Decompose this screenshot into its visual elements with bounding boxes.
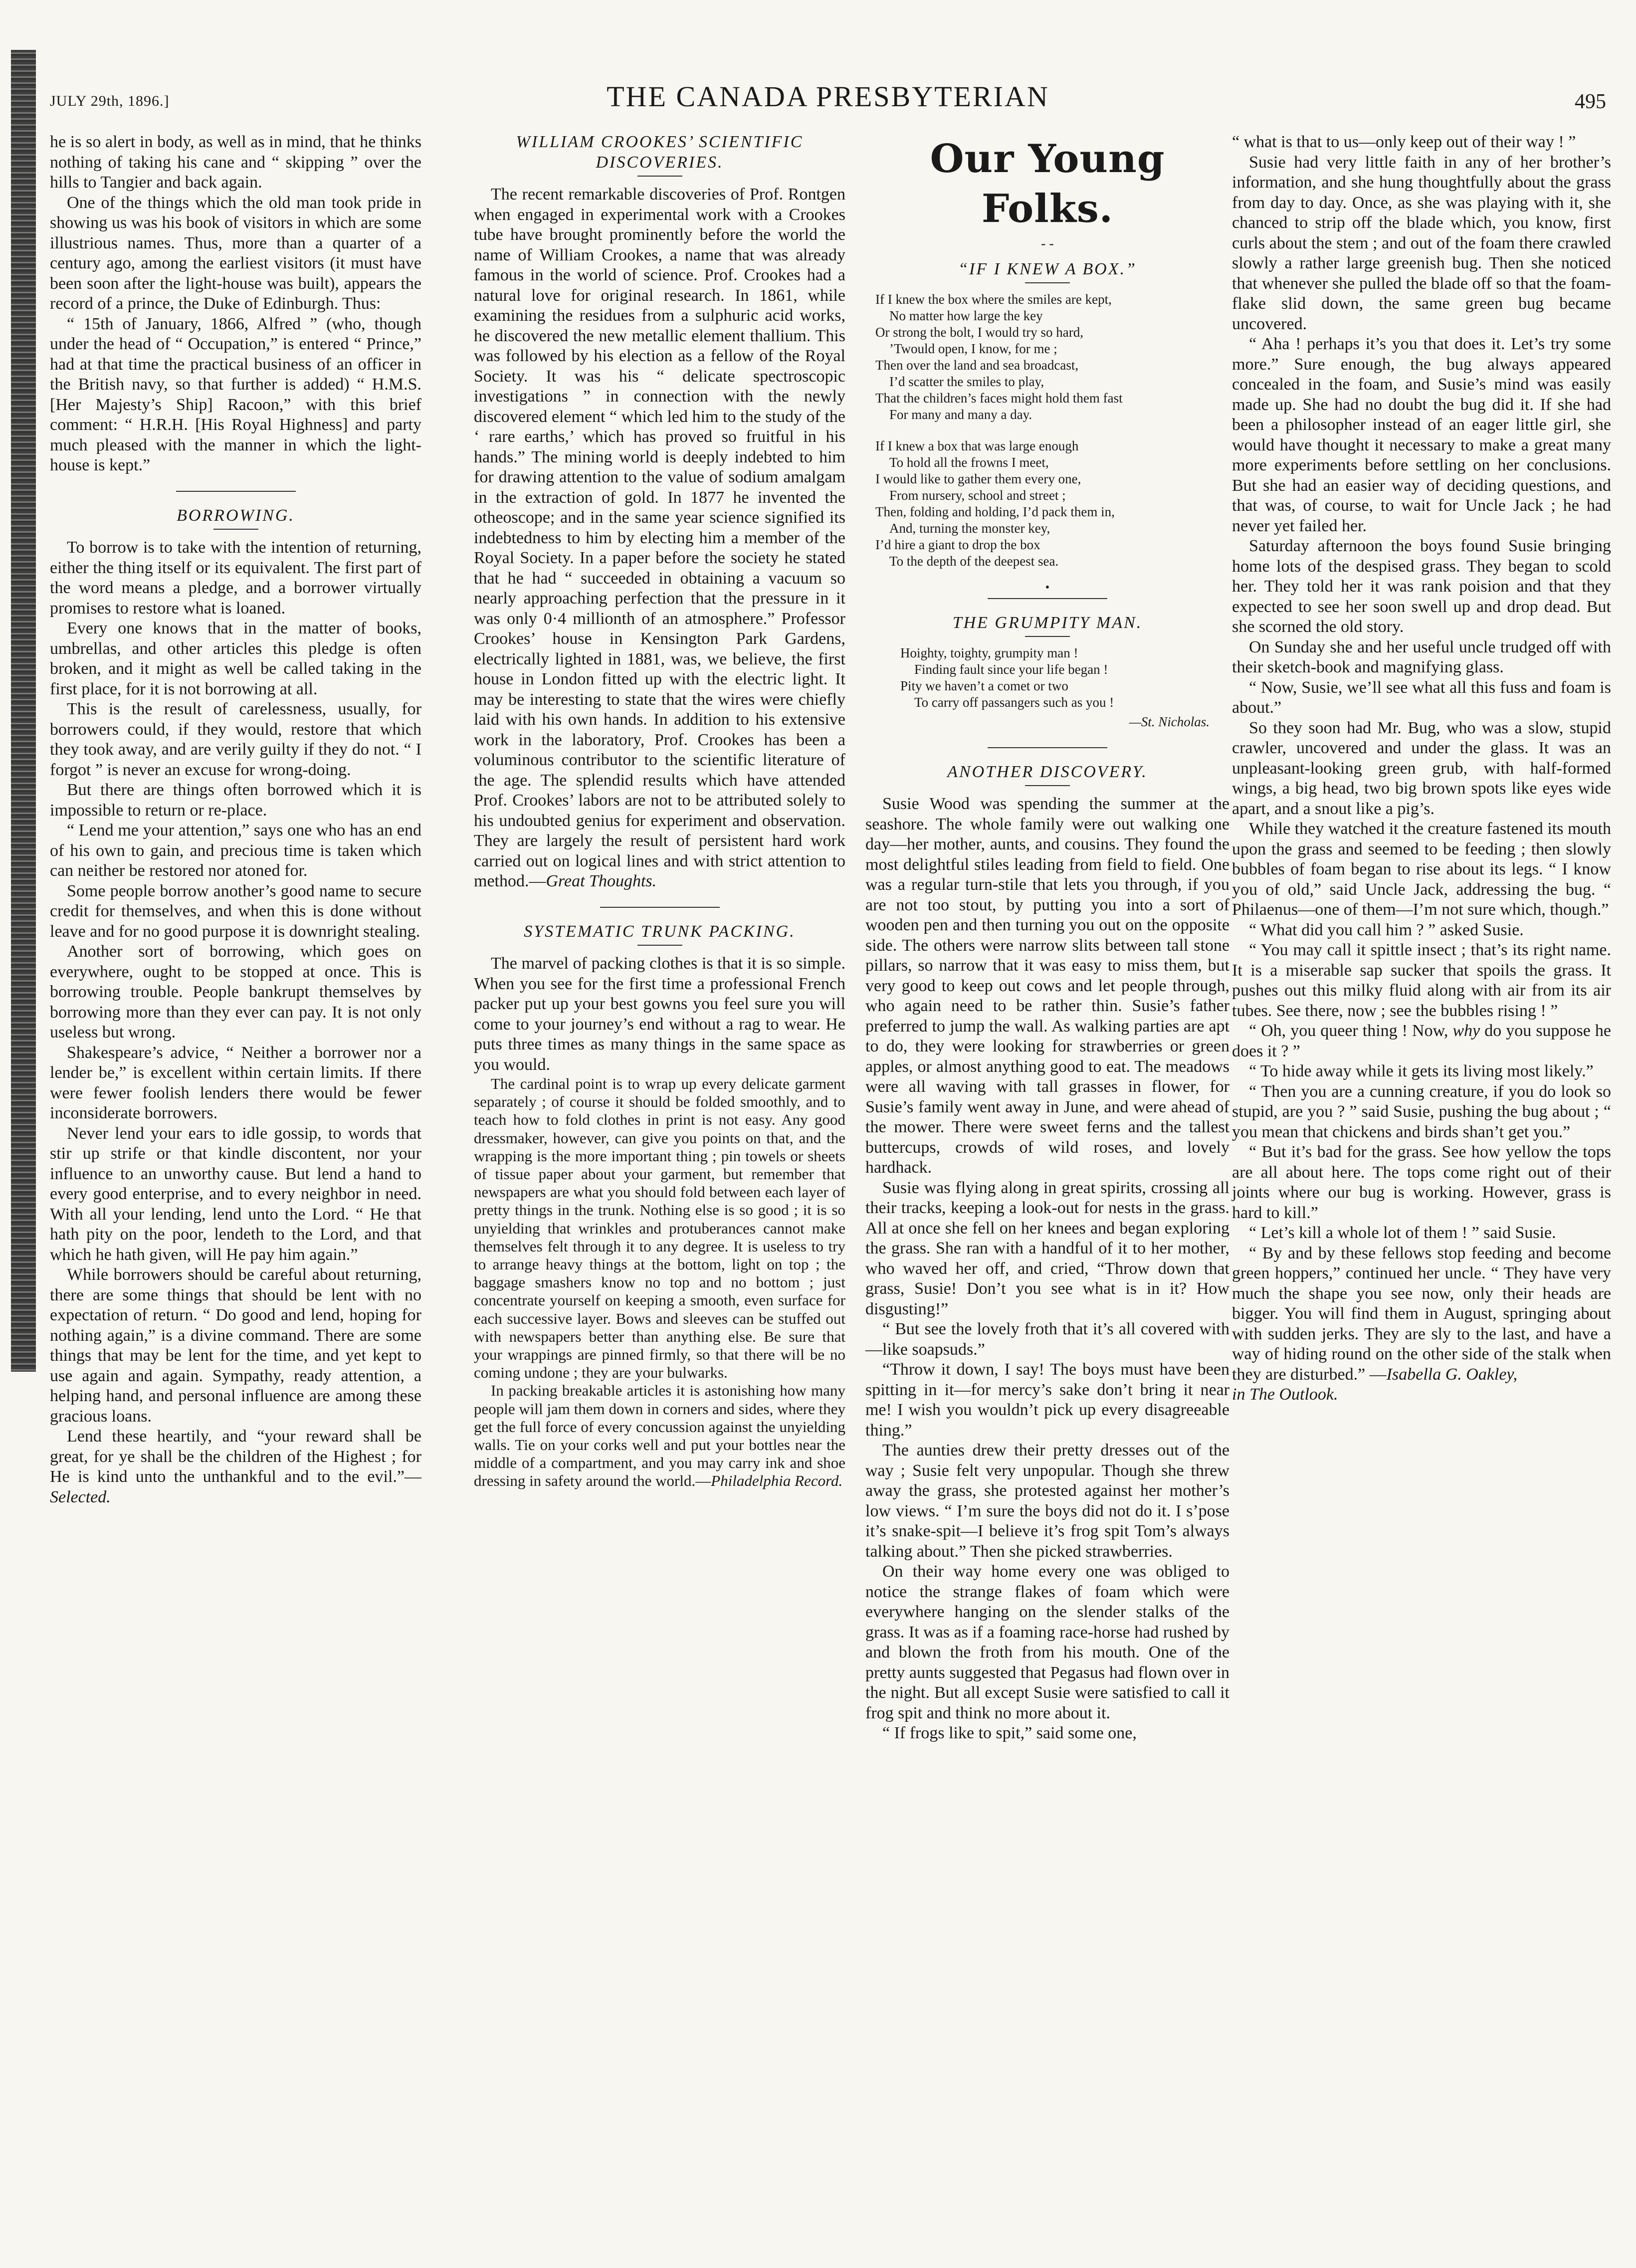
paragraph: But there are things often borrowed which it is impossible to return or re-place. [50, 781, 421, 820]
article-title-discovery: ANOTHER DISCOVERY. [947, 762, 1148, 781]
column-1 [50, 132, 421, 1507]
paragraph: “ Let’s kill a whole lot of them ! ” said Susie. [1249, 1224, 1556, 1242]
poem-line: ’Twould open, I know, for me ; [889, 341, 1057, 356]
paragraph-text: In packing breakable articles it is astonishing how many people will jam them down in corners and sides, where they get the full force of every concussion against the unyielding walls. Tie on your corks well and put your bottles near the middle of a compartment, and you may carry ink and shoe dressing in safety around the world.— [474, 1382, 845, 1490]
column-3 [865, 132, 1229, 1744]
poem-line: Then over the land and sea broadcast, [875, 358, 1079, 373]
title-rule [1025, 785, 1070, 786]
poem-line: Finding fault since your life began ! [914, 662, 1108, 677]
paragraph: Some people borrow another’s good name to secure credit for themselves, and when this is done without leave and for no good purpose it is downright stealing. [50, 881, 421, 941]
paragraph: To borrow is to take with the intention of returning, either the thing itself or its equivalent. The first part of the word means a pledge, and a borrower virtually promises to restore what is loaned. [50, 538, 421, 618]
issue-date: JULY 29th, 1896.] [50, 93, 170, 109]
poem-stanza [875, 438, 1229, 570]
paragraph [1232, 1243, 1611, 1405]
source-credit: Selected. [50, 1487, 111, 1506]
article-title-crookes-1: WILLIAM CROOKES’ SCIENTIFIC [516, 133, 804, 151]
paragraph: Saturday afternoon the boys found Susie bringing home lots of the despised grass. They began to scold her. They told her it was rank poision and that they expected to see her soon swell up and drop dead. But she scorned the old story. [1232, 537, 1611, 636]
poem-line: That the children’s faces might hold them fast [875, 391, 1123, 406]
paragraph: Susie Wood was spending the summer at the seashore. The whole family were out walking one day—her mother, aunts, and cousins. They found the most delightful stiles leading from field to field. One was a regular turn-stile that lets you through, if you are not too stout, by putting you into a sort of wooden pen and then turning you out on the opposite side. The others were narrow slits between tall stone pillars, so narrow that it was easy to miss them, but very good to keep out cows and let people through, who again need to be rather thin. Susie’s father preferred to jump the wall. As walking parties are apt to do, they were looking for strawberries or green apples, or almost anything good to eat. The meadows were all waving with tall grasses in flower, for Susie’s family went away in June, and were ahead of the mower. There were sweet ferns and the tallest buttercups, crowds of wild roses, and lovely hardhack. [865, 795, 1229, 1177]
section-divider [988, 598, 1107, 599]
paragraph: Never lend your ears to idle gossip, to words that stir up strife or that kindle discontent, nor your influence to an unworthy cause. But lend a hand to every good enterprise, and to every neighbor in need. With all your lending, lend unto the Lord. “ He that hath pity on the poor, lendeth to the Lord, and that which he hath given, will He pay him again.” [50, 1124, 421, 1264]
paragraph-text: Lend these heartily, and “your reward shall be great, for ye shall be the children of the Highest ; for He is kind unto the unthankful and to the evil.”— [50, 1427, 421, 1486]
author-credit: Isabella G. Oakley, [1386, 1365, 1518, 1384]
page-number: 495 [1575, 90, 1606, 113]
paragraph: “ 15th of January, 1866, Alfred ” (who, though under the head of “ Occupation,” is entered “ Prince,” had at that time the practical business of an officer in the British navy, so that further is added) “ H.M.S. [Her Majesty’s Ship] Racoon,” with this brief comment: “ H.R.H. [His Royal Highness] and party much pleased with the manner in which the light-house is kept.” [50, 314, 421, 474]
poem-line: If I knew the box where the smiles are kept, [875, 292, 1112, 307]
paragraph: “ To hide away while it gets its living most likely.” [1249, 1062, 1594, 1080]
poem-line: To carry off passangers such as you ! [914, 695, 1114, 710]
poem-stanza [875, 291, 1229, 423]
poem-line: Pity we haven’t a comet or two [900, 678, 1068, 693]
paragraph: “ But see the lovely froth that it’s all covered with—like soapsuds.” [865, 1320, 1229, 1359]
paragraph-text: “ Oh, you queer thing ! Now, [1249, 1022, 1453, 1040]
separator-dot: • [1045, 581, 1050, 594]
paragraph: One of the things which the old man took pride in showing us was his book of visitors in which are some illustrious names. Thus, more than a quarter of a century ago, among the earliest visitors (it must have been soon after the light-house was built), appears the record of a prince, the Duke of Edinburgh. Thus: [50, 193, 421, 313]
poem-stanza [900, 645, 1229, 711]
source-credit: Philadelphia Record. [711, 1472, 843, 1490]
publication-credit: in The Outlook. [1232, 1385, 1338, 1404]
page-header [50, 80, 1606, 115]
poem-title-box: “IF I KNEW A BOX.” [958, 259, 1137, 278]
poem-line: No matter how large the key [889, 308, 1043, 323]
paragraph: “ Now, Susie, we’ll see what all this fuss and foam is about.” [1232, 678, 1611, 717]
article-title-trunk: SYSTEMATIC TRUNK PACKING. [524, 922, 796, 941]
paragraph: The cardinal point is to wrap up every delicate garment separately ; of course it should be folded smoothly, and to teach how to fold clothes in print is not easy. Any good dressmaker, however, can give you points on that, and the wrapping is the more important thing ; pin towels or sheets of tissue paper about your garment, but remember that newspapers are what you should fold between each layer of pretty things in the trunk. Nothing else is so good ; it is so unyielding that wrinkles and protuberances cannot make themselves felt through it to any degree. It is useless to try to arrange heavy things at the bottom, light on top ; the baggage smashers know no top and no bottom ; just concentrate yourself on keeping a smooth, even surface for each successive layer. Bows and sleeves can be stuffed out with newspapers better than anything else. Be sure that your wrappings are pinned firmly, so that there will be no coming undone ; they are your bulwarks. [474, 1075, 845, 1382]
section-divider [600, 907, 720, 908]
poem-line: From nursery, school and street ; [889, 488, 1066, 503]
poem-line: To hold all the frowns I meet, [889, 455, 1049, 470]
section-divider [988, 747, 1107, 748]
paragraph: “ What did you call him ? ” asked Susie. [1249, 920, 1524, 939]
paragraph: While borrowers should be careful about returning, there are some things that should be lent with no expectation of return. “ Do good and lend, hoping for nothing again,” is a divine command. There are some things that may be lent for the time, and yet kept to use again and again. Sympathy, ready attention, a helping hand, and personal influence are among these gracious loans. [50, 1265, 421, 1426]
paragraph: “ Lend me your attention,” says one who has an end of his own to gain, and precious time is taken which can neither be restored nor atoned for. [50, 821, 421, 880]
paragraph: “ Then you are a cunning creature, if you do look so stupid, are you ? ” said Susie, pushing the bug about ; “ you mean that chickens and birds shan’t get you.” [1232, 1082, 1611, 1141]
paragraph: On Sunday she and her useful uncle trudged off with their sketch-book and magnifying glass. [1232, 637, 1611, 676]
title-rule [637, 945, 682, 946]
paragraph [50, 1427, 421, 1507]
masthead-ornament: - - [1041, 236, 1054, 251]
poem-line: Or strong the bolt, I would try so hard, [875, 325, 1083, 340]
paragraph: “ what is that to us—only keep out of their way ! ” [1232, 133, 1576, 151]
title-rule [637, 176, 682, 177]
paragraph: “ But it’s bad for the grass. See how yellow the tops are all about here. The tops come right out of their joints where our bug is working. However, grass is hard to kill.” [1232, 1143, 1611, 1222]
poem-line: I’d hire a giant to drop the box [875, 537, 1040, 552]
paragraph [474, 1382, 845, 1490]
paragraph: This is the result of carelessness, usually, for borrowers could, if they would, restore that which they took away, and are verily guilty if they do not. “ I forgot ” is never an excuse for wrong-doing. [50, 700, 421, 779]
poem-line: Then, folding and holding, I’d pack them in, [875, 504, 1115, 519]
poem-line: To the depth of the deepest sea. [889, 554, 1059, 569]
paragraph: While they watched it the creature fastened its mouth upon the grass and seemed to be feeding ; then slowly bubbles of foam began to rise about its legs. “ I know you of old,” said Uncle Jack, addressing the bug. “ Philaenus—one of them—I’m not sure which, though.” [1232, 820, 1611, 919]
article-title-borrowing: BORROWING. [177, 506, 295, 525]
binding-edge [11, 50, 36, 1372]
poem-line: Hoighty, toighty, grumpity man ! [900, 645, 1078, 660]
paragraph-text: “ By and by these fellows stop feeding and become green hoppers,” continued her uncle. “ They have very much the shape you see now, only their heads are bigger. You will find them in August, springing about with sudden jerks. They are sly to the last, and have a way of hiding round on the other side of the stalk when they are disturbed.” — [1232, 1243, 1611, 1384]
title-rule [1025, 636, 1070, 637]
paragraph: The marvel of packing clothes is that it is so simple. When you see for the first time a professional French packer put up your best gowns you feel sure you will come to your journey’s end without a rag to wear. He puts three times as many things in the same space as you would. [474, 954, 845, 1074]
emphasis: why [1452, 1022, 1480, 1040]
column-2 [474, 132, 845, 1490]
paragraph-text: The recent remarkable discoveries of Prof. Rontgen when engaged in experimental work with a Crookes tube have brought prominently before the world the name of William Crookes, a name that was already famous in the world of science. Prof. Crookes had a natural love for original research. In 1861, while examining the residues from a sulphuric acid works, he discovered the new metallic element thallium. This was followed by his election as a fellow of the Royal Society. It was his “ delicate spectroscopic investigations ” in connection with the newly discovered element “ which led him to the study of the ‘ rare earths,’ which has proved so fruitful in his hands.” The mining world is deeply indebted to him for drawing attention to the value of sodium amalgam in the extraction of gold. In 1877 he invented the otheoscope; and in the same year science signified its indebtedness to him by electing him a member of the Royal Society. In a paper before the society he stated that he had “ succeeded in obtaining a vacuum so nearly approaching perfection that the pressure in it was only 0·4 millionth of an atmosphere.” Professor Crookes’ house in Kensington Park Gardens, electrically lighted in 1881, was, we believe, the first house in London fitted up with the electric light. It may be interesting to state that the wires were chiefly laid with his own hands. In addition to his extensive work in the laboratory, Prof. Crookes has been a voluminous contributor to the scientific literature of the age. The splendid results which have attended Prof. Crookes’ labors are not to be attributed solely to his undoubted genius for experiment and observation. They are largely the result of persistent hard work carried out on logical lines and with strict attention to method.— [474, 185, 845, 890]
section-masthead: Our Young Folks. [930, 136, 1165, 231]
poem-line: I would like to gather them every one, [875, 471, 1081, 486]
paragraph: Another sort of borrowing, which goes on everywhere, ought to be stopped at once. This is borrowing trouble. People bankrupt themselves by borrowing more than they ever can pay. It is not only useless but wrong. [50, 942, 421, 1041]
poem-title-grumpity: THE GRUMPITY MAN. [952, 613, 1143, 632]
column-4 [1232, 132, 1611, 1405]
paragraph: “Throw it down, I say! The boys must have been spitting in it—for mercy’s sake don’t bring it near me! I wish you wouldn’t pick up every disagreeable thing.” [865, 1360, 1229, 1440]
paragraph: Every one knows that in the matter of books, umbrellas, and other articles this pledge is often broken, and it might as well be called taking in the first place, for it is not borrowing at all. [50, 619, 421, 698]
poem-line: And, turning the monster key, [889, 521, 1050, 536]
section-divider [176, 491, 296, 492]
article-title-crookes-2: DISCOVERIES. [596, 153, 724, 172]
poem-line: If I knew a box that was large enough [875, 438, 1079, 453]
poem-attribution: —St. Nicholas. [1129, 714, 1210, 729]
paragraph: Susie had very little faith in any of her brother’s information, and she hung thoughtfully about the grass from day to day. Once, as she was playing with it, she chanced to strip off the blade which, you know, first curls about the stem ; and out of the foam there crawled slowly a rather large greenish bug. Then she noticed that whenever she pulled the blade off so that the foam-flake slid down, the same green bug became uncovered. [1232, 153, 1611, 333]
paragraph: The aunties drew their pretty dresses out of the way ; Susie felt very unpopular. Though she threw away the grass, she protested against her mother’s low views. “ I’m sure the boys did not do it. I s’pose it’s snake-spit—I believe it’s frog spit Tom’s always talking about.” Then she picked strawberries. [865, 1441, 1229, 1561]
paragraph: “ If frogs like to spit,” said some one, [882, 1724, 1137, 1742]
title-rule [1025, 282, 1070, 283]
paragraph: he is so alert in body, as well as in mind, that he thinks nothing of taking his cane and “ skipping ” over the hills to Tangier and back again. [50, 133, 421, 192]
paragraph: “ Aha ! perhaps it’s you that does it. Let’s try some more.” Sure enough, the bug always appeared concealed in the foam, and Susie’s mind was easily made up. She had no doubt the bug did it. If she had been a philosopher instead of an eager little girl, she would have thought it necessary to make a great many more experiments before settling on her conclusions. But she had an easier way of deciding questions, and that was, of course, to wait for Uncle Jack ; he had never yet failed her. [1232, 335, 1611, 535]
paragraph: “ You may call it spittle insect ; that’s its right name. It is a miserable sap sucker that spoils the grass. It pushes out this milky fluid along with air from its air tubes. See there, now ; see the bubbles rising ! ” [1232, 941, 1611, 1020]
paragraph [1232, 1021, 1611, 1061]
source-credit: Great Thoughts. [546, 872, 657, 890]
paragraph: Shakespeare’s advice, “ Neither a borrower nor a lender be,” is excellent within certain limits. If there were fewer foolish lenders there would be fewer inconsiderate borrowers. [50, 1043, 421, 1122]
paragraph: On their way home every one was obliged to notice the strange flakes of foam which were everywhere hanging on the slender stalks of the grass. It was as if a foaming race-horse had rushed by and blown the froth from his mouth. One of the pretty aunts suggested that Pegasus had flown over in the night. But all except Susie were satisfied to call it frog spit and think no more about it. [865, 1562, 1229, 1722]
poem-line: For many and many a day. [889, 407, 1032, 422]
paragraph [474, 185, 845, 892]
paragraph: Susie was flying along in great spirits, crossing all their tracks, keeping a look-out for nests in the grass. All at once she fell on her knees and began exploring the grass. She ran with a handful of it to her mother, who waved her off, and cried, “Throw down that grass, Susie! Don’t you see what is in it? How disgusting!” [865, 1178, 1229, 1318]
title-rule [213, 529, 258, 530]
poem-line: I’d scatter the smiles to play, [889, 374, 1044, 389]
newspaper-title: THE CANADA PRESBYTERIAN [607, 80, 1049, 113]
paragraph: So they soon had Mr. Bug, who was a slow, stupid crawler, uncovered and under the glass. It was an unpleasant-looking green grub, with half-formed wings, a big head, two big brown spots like eyes wide apart, and a snout like a pig’s. [1232, 718, 1611, 818]
paragraph-text: do you suppose he does it ? ” [1232, 1022, 1611, 1060]
